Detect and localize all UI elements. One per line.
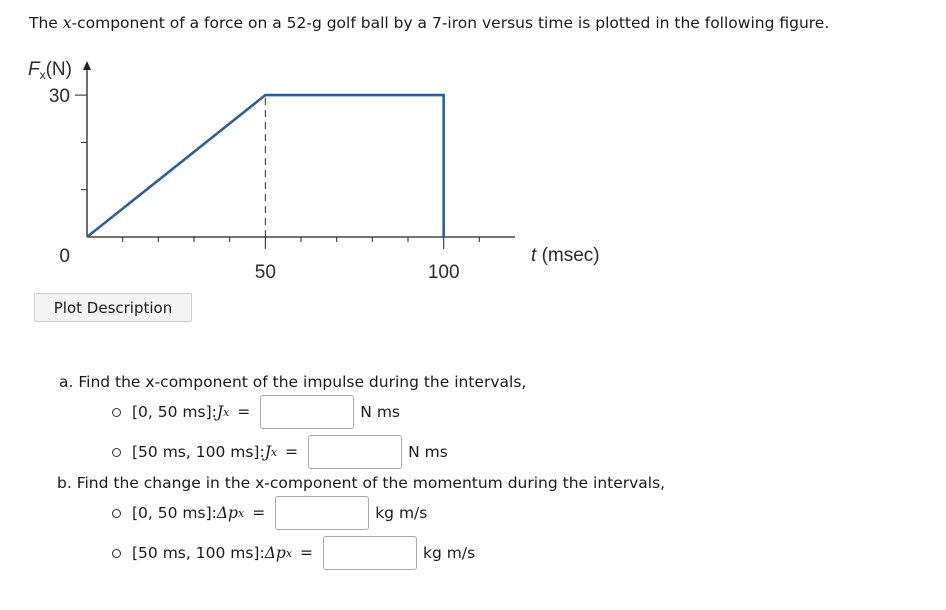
symbol: J xyxy=(216,403,224,421)
equals-sign: = xyxy=(252,504,266,522)
prompt-text-end: -component of a force on a 52-g golf ball by a 7-iron versus time is plotted in the following figure. xyxy=(71,14,830,32)
symbol-subscript: x xyxy=(237,506,245,520)
bullet xyxy=(112,549,121,558)
interval-label: [50 ms, 100 ms]: xyxy=(132,544,265,562)
equals-sign: = xyxy=(237,403,251,421)
part-a-intro-text: a. Find the x-component of the impulse during the intervals, xyxy=(59,373,527,391)
part-a-item-2 xyxy=(112,435,448,469)
answer-input-a1[interactable] xyxy=(260,395,354,429)
equals-sign: = xyxy=(285,443,299,461)
y-axis-label: $F_x(N)$ xyxy=(28,59,72,82)
answer-input-b1[interactable] xyxy=(275,496,369,530)
prompt-text-start: The xyxy=(29,14,63,32)
symbol: Δp xyxy=(264,544,286,562)
x-tick-label: 100 xyxy=(427,262,460,283)
part-a-item-1 xyxy=(112,395,400,429)
part-b-item-2 xyxy=(112,536,475,570)
interval-label: [50 ms, 100 ms]: xyxy=(132,443,265,461)
part-b-intro-text: b. Find the change in the x-component of the momentum during the intervals, xyxy=(57,474,666,492)
bullet xyxy=(112,408,121,417)
unit-label: N ms xyxy=(360,403,400,421)
interval-label: [0, 50 ms]: xyxy=(132,504,217,522)
symbol: J xyxy=(264,443,271,461)
y-tick-label: 30 xyxy=(48,86,70,108)
x-tick-label: 50 xyxy=(254,262,276,283)
symbol-subscript: x xyxy=(223,405,230,419)
prompt-variable: x xyxy=(62,14,72,32)
bullet xyxy=(112,448,121,457)
y-axis-arrowhead xyxy=(83,61,91,70)
unit-label: kg m/s xyxy=(423,544,476,562)
x-axis-label: t (msec) xyxy=(531,245,600,266)
part-b-item-1 xyxy=(112,496,427,530)
bullet xyxy=(112,509,121,518)
symbol-subscript: x xyxy=(270,445,278,459)
symbol: Δp xyxy=(216,504,238,522)
answer-input-a2[interactable] xyxy=(308,435,402,469)
plot-description-button[interactable]: Plot Description xyxy=(34,293,192,322)
part-a-intro xyxy=(59,373,526,391)
interval-label: [0, 50 ms]: xyxy=(132,403,217,421)
part-b-intro xyxy=(57,474,665,492)
answer-input-b2[interactable] xyxy=(323,536,417,570)
symbol-subscript: x xyxy=(285,546,293,560)
equals-sign: = xyxy=(300,544,314,562)
unit-label: N ms xyxy=(408,443,448,461)
unit-label: kg m/s xyxy=(375,504,428,522)
y-tick-label: 0 xyxy=(59,246,70,267)
